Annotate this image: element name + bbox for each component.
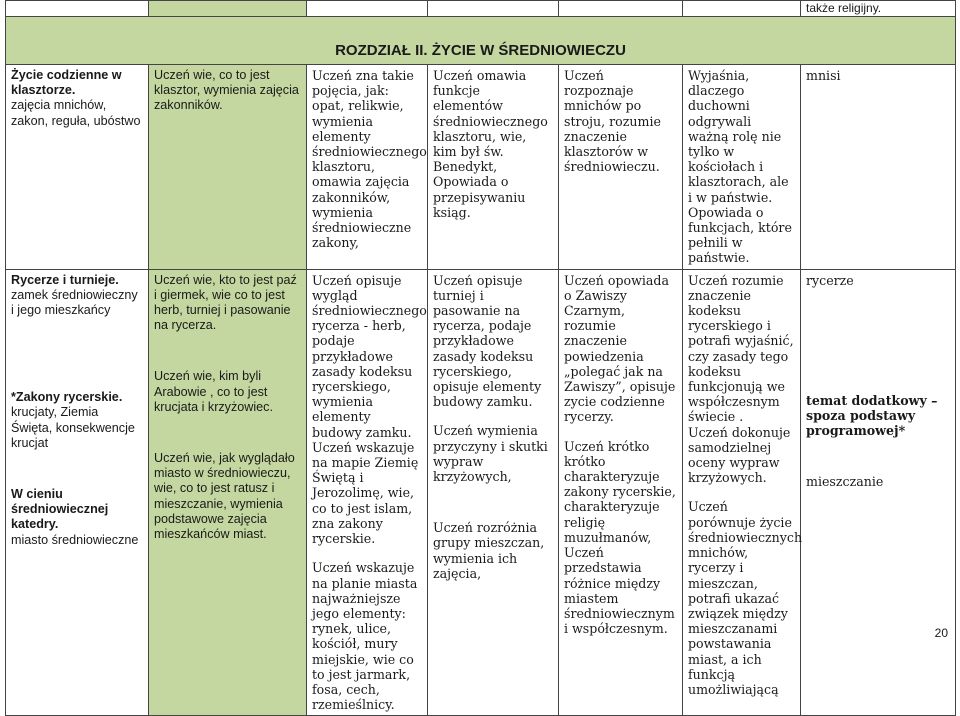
topic-cell [6, 269, 149, 716]
table-row [6, 269, 956, 716]
topic-title: Życie codzienne w klasztorze. [11, 68, 122, 98]
level-4-cell [559, 269, 683, 716]
cell-text: Uczeń zna takie pojęcia, jak: opat, relikwie, wymienia elementy średniowiecznego klasztoru, omawia zajęcia zakonników, wymienia średniowieczne zakony, [312, 68, 427, 251]
cell-text: Uczeń wskazuje na mapie Ziemię Świętą i Jerozolimę, wie, co to jest islam, zna zakony rycerskie. [312, 439, 419, 547]
table-row [6, 65, 956, 270]
empty-green-cell [149, 1, 307, 17]
top-row [6, 1, 956, 17]
level-2-cell [307, 269, 428, 716]
cell-text: Uczeń przedstawia różnice między miastem średniowiecznym i współczesnym. [564, 545, 675, 637]
empty-cell [307, 1, 428, 17]
level-5-cell [683, 269, 801, 716]
cell-text: Uczeń wie, co to jest klasztor, wymienia zajęcia zakonników. [154, 68, 299, 113]
cell-text: Uczeń opowiada o Zawiszy Czarnym, rozumie znaczenie powiedzenia „polegać jak na Zawiszy”, opisuje zycie codzienne rycerzy. [564, 272, 676, 425]
topic-keywords: zamek średniowieczny i jego mieszkańcy [11, 287, 138, 318]
page-number: 20 [934, 626, 948, 640]
cell-text: Uczeń omawia funkcje elementów średniowiecznego klasztoru, wie, kim był św. Benedykt, Opowiada o przepisywaniu ksiąg. [433, 68, 548, 220]
cell-text: Uczeń porównuje życie średniowiecznych mnichów, rycerzy i mieszczan, potrafi ukazać związek między mieszczanami powstawania miast, a ich funkcją umożliwiającą [688, 499, 803, 697]
topic-keywords: krucjaty, Ziemia Święta, konsekwencje krucjat [11, 405, 135, 450]
level-3-cell [428, 65, 559, 270]
topic-keywords: miasto średniowieczne [11, 532, 139, 547]
chapter-row [6, 17, 956, 65]
level-3-cell [428, 269, 559, 716]
cell-text: Uczeń dokonuje samodzielnej oceny wypraw krzyżowych. [688, 424, 791, 486]
topic-cell [6, 65, 149, 270]
cell-text: Uczeń wskazuje na planie miasta najważniejsze jego elementy: rynek, ulice, kościół, mury miejskie, wie co to jest jarmark, fosa, cech, rzemieślnicy. [312, 560, 418, 713]
special-note: temat dodatkowy – spoza podstawy programowej* [806, 392, 938, 439]
level-1-cell [149, 65, 307, 270]
cell-text: mnisi [806, 68, 841, 83]
terms-cell [801, 269, 956, 716]
level-2-cell [307, 65, 428, 270]
topic-keywords: zajęcia mnichów, zakon, reguła, ubóstwo [11, 98, 141, 128]
curriculum-table [5, 0, 956, 716]
empty-cell [428, 1, 559, 17]
cell-text: Uczeń opisuje turniej i pasowanie na rycerza, podaje przykładowe zasady kodeksu rycerskiego, opisuje elementy budowy zamku. [433, 272, 542, 410]
cell-text: mieszczanie [806, 474, 884, 490]
chapter-title: ROZDZIAŁ II. ŻYCIE W ŚREDNIOWIECZU [6, 17, 956, 65]
topic-title: *Zakony rycerskie. [11, 390, 123, 405]
cell-text: Wyjaśnia, dlaczego duchowni odgrywali ważną rolę nie tylko w kościołach i klasztorach, ale i w państwie. Opowiada o funkcjach, które pełnili w państwie. [688, 68, 792, 266]
level-4-cell [559, 65, 683, 270]
topic-title: Rycerze i turnieje. [11, 272, 119, 287]
cell-text: Uczeń wymienia przyczyny i skutki wypraw krzyżowych, [433, 423, 548, 485]
empty-cell [683, 1, 801, 17]
cell-text: Uczeń rozróżnia grupy mieszczan, wymienia ich zajęcia, [433, 520, 545, 581]
level-1-cell [149, 269, 307, 716]
cell-text: Uczeń wie, kim byli Arabowie , co to jest krucjata i krzyżowiec. [154, 369, 273, 414]
empty-cell [6, 1, 149, 17]
topic-title: W cieniu średniowiecznej katedry. [11, 487, 109, 532]
empty-cell [559, 1, 683, 17]
cell-text: Uczeń krótko krótko charakteryzuje zakony rycerskie, charakteryzuje religię muzułmanów, [564, 438, 676, 545]
cell-text: rycerze [806, 272, 854, 288]
cell-text: Uczeń rozpoznaje mnichów po stroju, rozumie znaczenie klasztorów w średniowieczu. [564, 68, 661, 175]
cell-text: Uczeń rozumie znaczenie kodeksu rycerskiego i potrafi wyjaśnić, czy zasady tego kodeksu funkcjonują we współczesnym świecie . [688, 272, 794, 425]
top-cell: także religijny. [801, 1, 956, 17]
level-5-cell [683, 65, 801, 270]
cell-text: Uczeń wie, jak wyglądało miasto w średniowieczu, wie, co to jest ratusz i mieszczanie, wymienia podstawowe zajęcia mieszkańców miast. [154, 451, 295, 542]
cell-text: Uczeń opisuje wygląd średniowiecznego rycerza - herb, podaje przykładowe zasady kodeksu rycerskiego, wymienia elementy budowy zamku. [312, 272, 427, 440]
terms-cell [801, 65, 956, 270]
cell-text: Uczeń wie, kto to jest paź i giermek, wie co to jest herb, turniej i pasowanie na rycerza. [154, 272, 297, 333]
